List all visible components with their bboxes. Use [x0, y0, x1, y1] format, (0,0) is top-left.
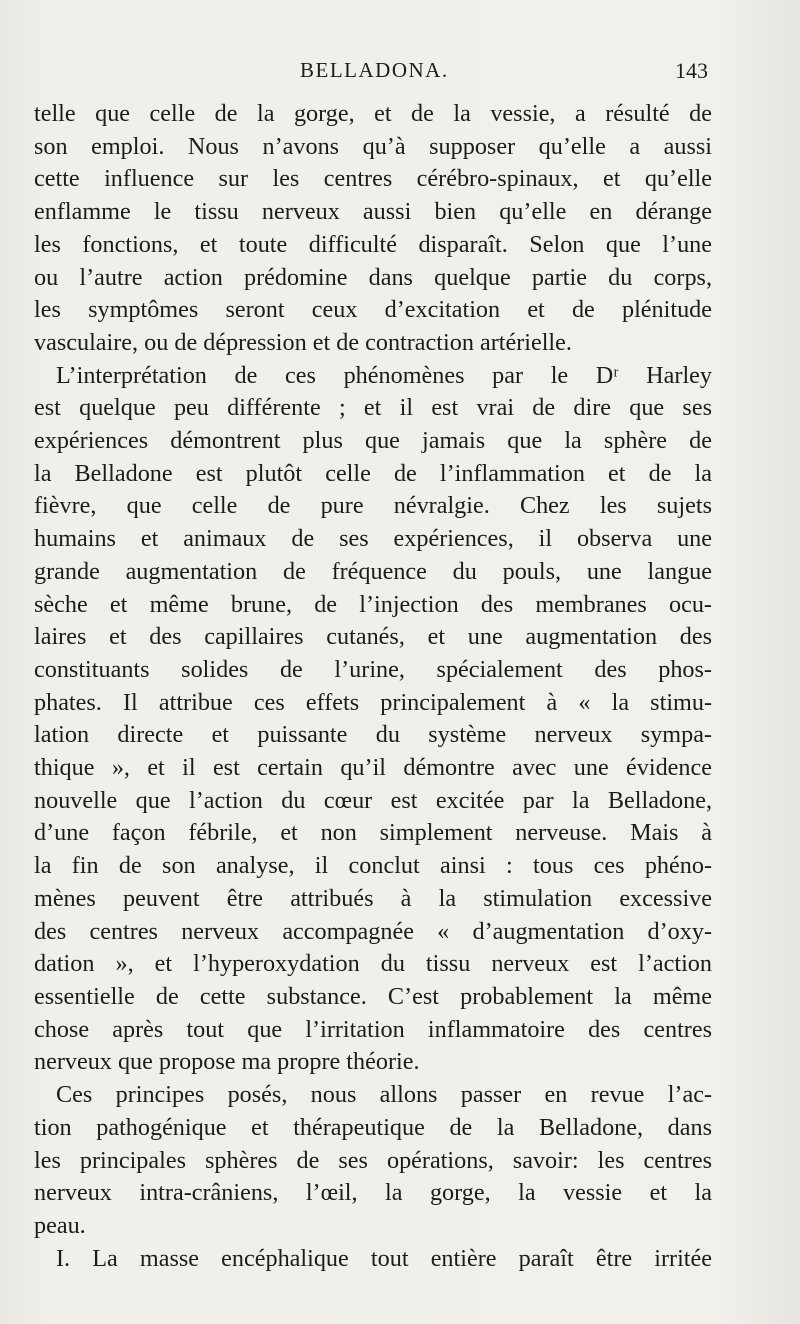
text-line: constituants solides de l’urine, spécialement des phos- [34, 655, 712, 683]
text-line: ou l’autre action prédomine dans quelque partie du corps, [34, 263, 712, 291]
text-line: L’interprétation de ces phénomènes par le Dʳ Harley [56, 361, 712, 389]
text-line: I. La masse encéphalique tout entière paraît être irritée [56, 1244, 712, 1272]
text-line: enflamme le tissu nerveux aussi bien qu’elle en dérange [34, 198, 712, 226]
text-line: dation », et l’hyperoxydation du tissu nerveux est l’action [34, 950, 712, 978]
text-line: les symptômes seront ceux d’excitation et de plénitude [34, 296, 712, 324]
text-line: laires et des capillaires cutanés, et une augmentation des [34, 623, 712, 651]
text-line: peau. [34, 1211, 86, 1239]
text-line: telle que celle de la gorge, et de la vessie, a résulté de [34, 100, 712, 127]
text-line: vasculaire, ou de dépression et de contraction artérielle. [34, 328, 572, 356]
text-line: les fonctions, et toute difficulté disparaît. Selon que l’une [34, 230, 712, 258]
text-line: d’une façon fébrile, et non simplement nerveuse. Mais à [34, 819, 712, 847]
running-title: BELLADONA. [300, 58, 449, 82]
text-line: expériences démontrent plus que jamais que la sphère de [34, 427, 712, 455]
text-line: thique », et il est certain qu’il démontre avec une évidence [34, 754, 712, 782]
text-line: mènes peuvent être attribués à la stimulation excessive [34, 884, 712, 912]
text-line: la Belladone est plutôt celle de l’inflammation et de la [34, 459, 712, 487]
text-line: la fin de son analyse, il conclut ainsi : tous ces phéno- [34, 852, 712, 880]
text-line: fièvre, que celle de pure névralgie. Chez les sujets [34, 492, 712, 520]
text-line: humains et animaux de ses expériences, il observa une [34, 525, 712, 553]
text-line: nouvelle que l’action du cœur est excitée par la Belladone, [34, 786, 712, 814]
text-line: lation directe et puissante du système nerveux sympa- [34, 721, 712, 749]
page-number: 143 [675, 58, 708, 83]
text-line: grande augmentation de fréquence du pouls, une langue [34, 557, 712, 585]
text-line: des centres nerveux accompagnée « d’augmentation d’oxy- [34, 917, 712, 945]
text-line: les principales sphères de ses opérations, savoir: les centres [34, 1146, 712, 1174]
text-line: nerveux intra-crâniens, l’œil, la gorge, la vessie et la [34, 1179, 712, 1207]
text-line: cette influence sur les centres cérébro-spinaux, et qu’elle [34, 165, 712, 193]
page-header [36, 58, 708, 88]
text-line: tion pathogénique et thérapeutique de la Belladone, dans [34, 1113, 712, 1141]
text-line: essentielle de cette substance. C’est probablement la même [34, 982, 712, 1010]
text-line: sèche et même brune, de l’injection des membranes ocu- [34, 590, 712, 618]
text-line: son emploi. Nous n’avons qu’à supposer qu’elle a aussi [34, 132, 712, 160]
text-line: nerveux que propose ma propre théorie. [34, 1048, 420, 1076]
text-line: est quelque peu différente ; et il est vrai de dire que ses [34, 394, 712, 422]
text-line: phates. Il attribue ces effets principalement à « la stimu- [34, 688, 712, 716]
text-line: chose après tout que l’irritation inflammatoire des centres [34, 1015, 712, 1043]
text-line: Ces principes posés, nous allons passer en revue l’ac- [56, 1081, 712, 1109]
body-text [34, 98, 712, 1275]
